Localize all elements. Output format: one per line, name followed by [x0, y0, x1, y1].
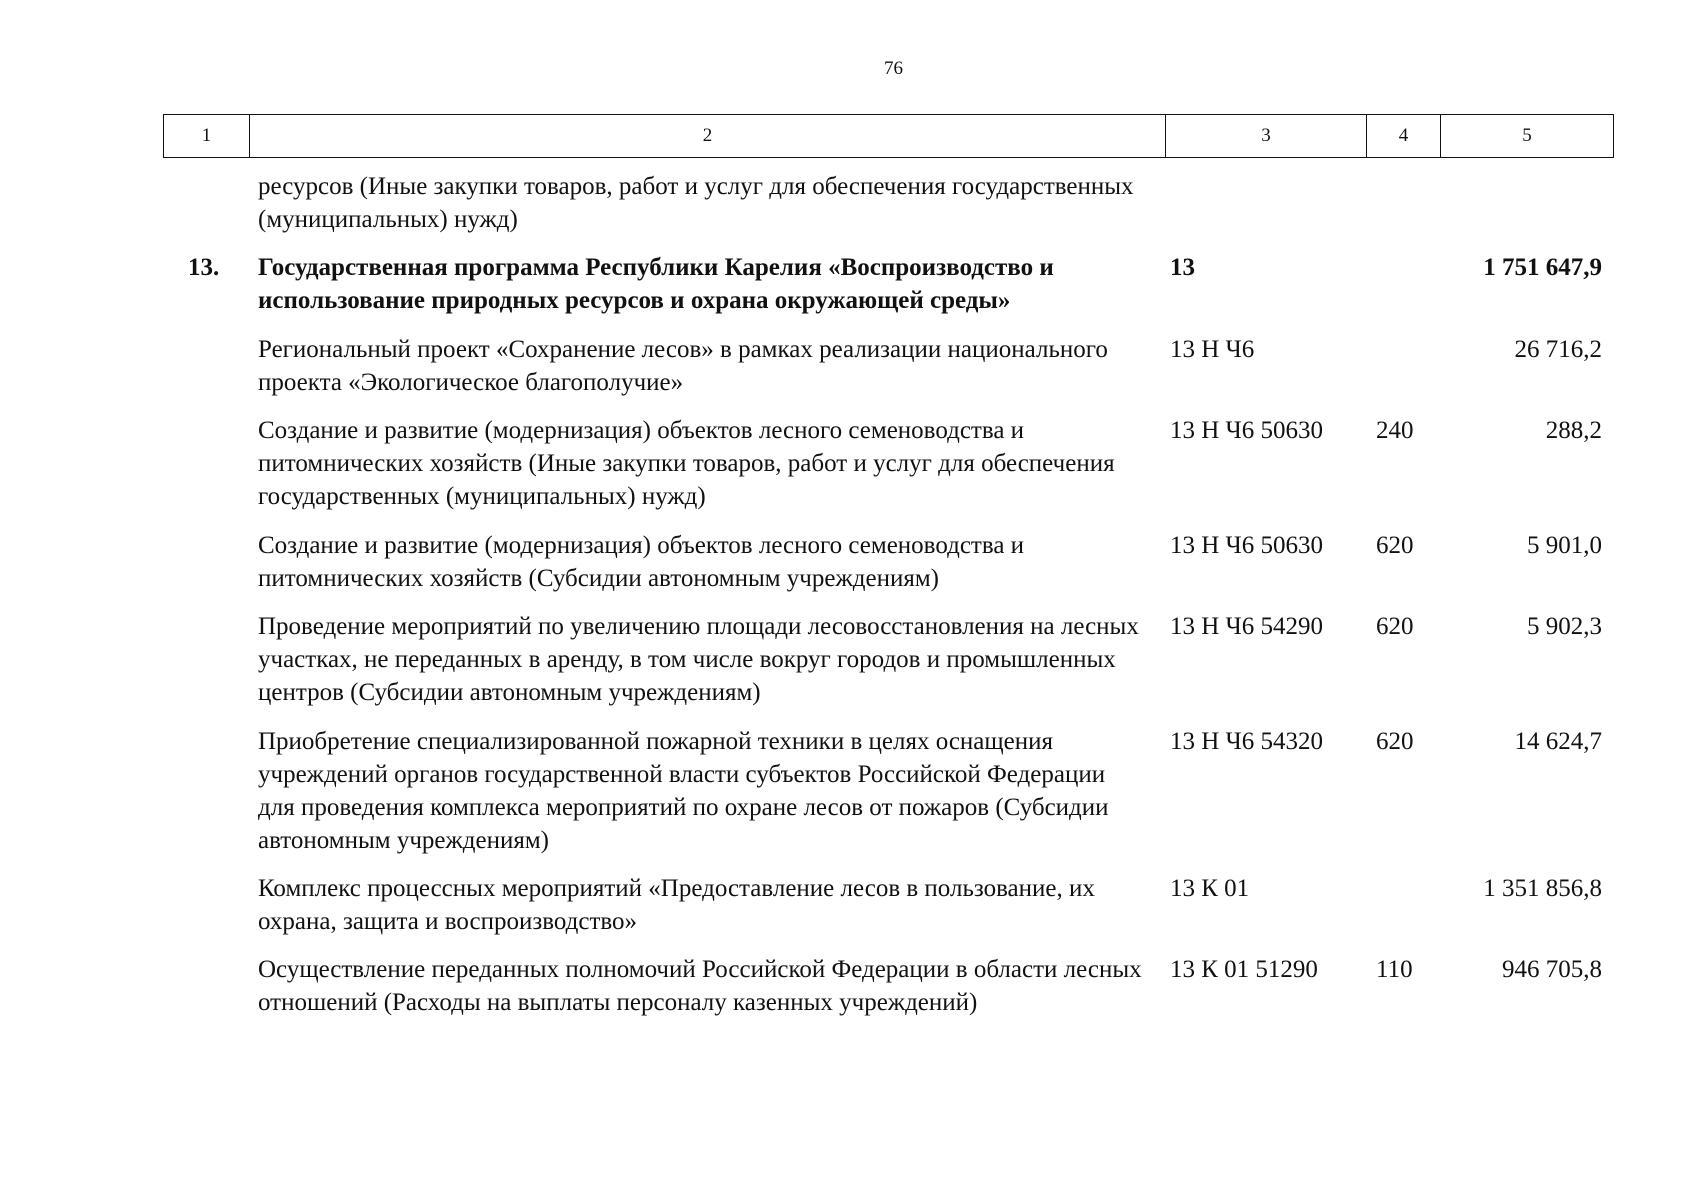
row-code: 13 — [1170, 254, 1195, 281]
row-type: 620 — [1376, 613, 1414, 640]
row-code: 13 Н Ч6 54320 — [1170, 728, 1324, 755]
row-amount: 14 624,7 — [1514, 728, 1602, 755]
row-amount: 5 902,3 — [1527, 613, 1602, 640]
row-amount: 1 751 647,9 — [1483, 254, 1602, 281]
row-description: Региональный проект «Сохранение лесов» в рамках реализации национального проекта «Экологическое благополучие» — [258, 336, 1108, 396]
row-type: 110 — [1376, 956, 1413, 983]
column-header-5: 5 — [1441, 115, 1614, 158]
row-description: Государственная программа Республики Карелия «Воспроизводство и использование природных ресурсов и охрана окружающей среды» — [258, 254, 1054, 314]
column-header-3: 3 — [1166, 115, 1367, 158]
row-amount: 946 705,8 — [1502, 956, 1602, 983]
row-type: 620 — [1376, 532, 1414, 559]
column-header-2: 2 — [250, 115, 1166, 158]
row-amount: 1 351 856,8 — [1483, 875, 1602, 902]
column-header-4: 4 — [1367, 115, 1441, 158]
row-description: Создание и развитие (модернизация) объектов лесного семеноводства и питомнических хозяйств (Иные закупки товаров, работ и услуг для обеспечения государственных (муниципальных) нужд) — [258, 417, 1115, 510]
column-header-1: 1 — [164, 115, 250, 158]
column-header-table — [163, 114, 1614, 158]
row-description: Комплекс процессных мероприятий «Предоставление лесов в пользование, их охрана, защита и воспроизводство» — [258, 875, 1095, 935]
row-code: 13 К 01 — [1170, 875, 1250, 902]
row-description: Проведение мероприятий по увеличению площади лесовосстановления на лесных участках, не переданных в аренду, в том числе вокруг городов и промышленных центров (Субсидии автономным учреждениям) — [258, 613, 1139, 706]
row-code: 13 Н Ч6 50630 — [1170, 417, 1324, 444]
page-number: 76 — [884, 58, 903, 79]
row-number: 13. — [188, 254, 220, 281]
column-header-row — [164, 115, 1614, 158]
row-description: Осуществление переданных полномочий Российской Федерации в области лесных отношений (Расходы на выплаты персоналу казенных учреждений) — [258, 956, 1142, 1016]
row-description: Создание и развитие (модернизация) объектов лесного семеноводства и питомнических хозяйств (Субсидии автономным учреждениям) — [258, 532, 1025, 592]
row-type: 240 — [1376, 417, 1414, 444]
row-description: Приобретение специализированной пожарной техники в целях оснащения учреждений органов государственной власти субъектов Российской Федерации для проведения комплекса мероприятий по охране лесов от пожаров (Субсидии автономным учреждениям) — [258, 728, 1109, 854]
row-code: 13 К 01 51290 — [1170, 956, 1318, 983]
row-amount: 26 716,2 — [1514, 336, 1602, 363]
row-type: 620 — [1376, 728, 1414, 755]
row-description: ресурсов (Иные закупки товаров, работ и услуг для обеспечения государственных (муниципальных) нужд) — [258, 173, 1134, 233]
row-code: 13 Н Ч6 54290 — [1170, 613, 1324, 640]
row-code: 13 Н Ч6 50630 — [1170, 532, 1324, 559]
row-code: 13 Н Ч6 — [1170, 336, 1255, 363]
row-amount: 5 901,0 — [1527, 532, 1602, 559]
row-amount: 288,2 — [1545, 417, 1602, 444]
